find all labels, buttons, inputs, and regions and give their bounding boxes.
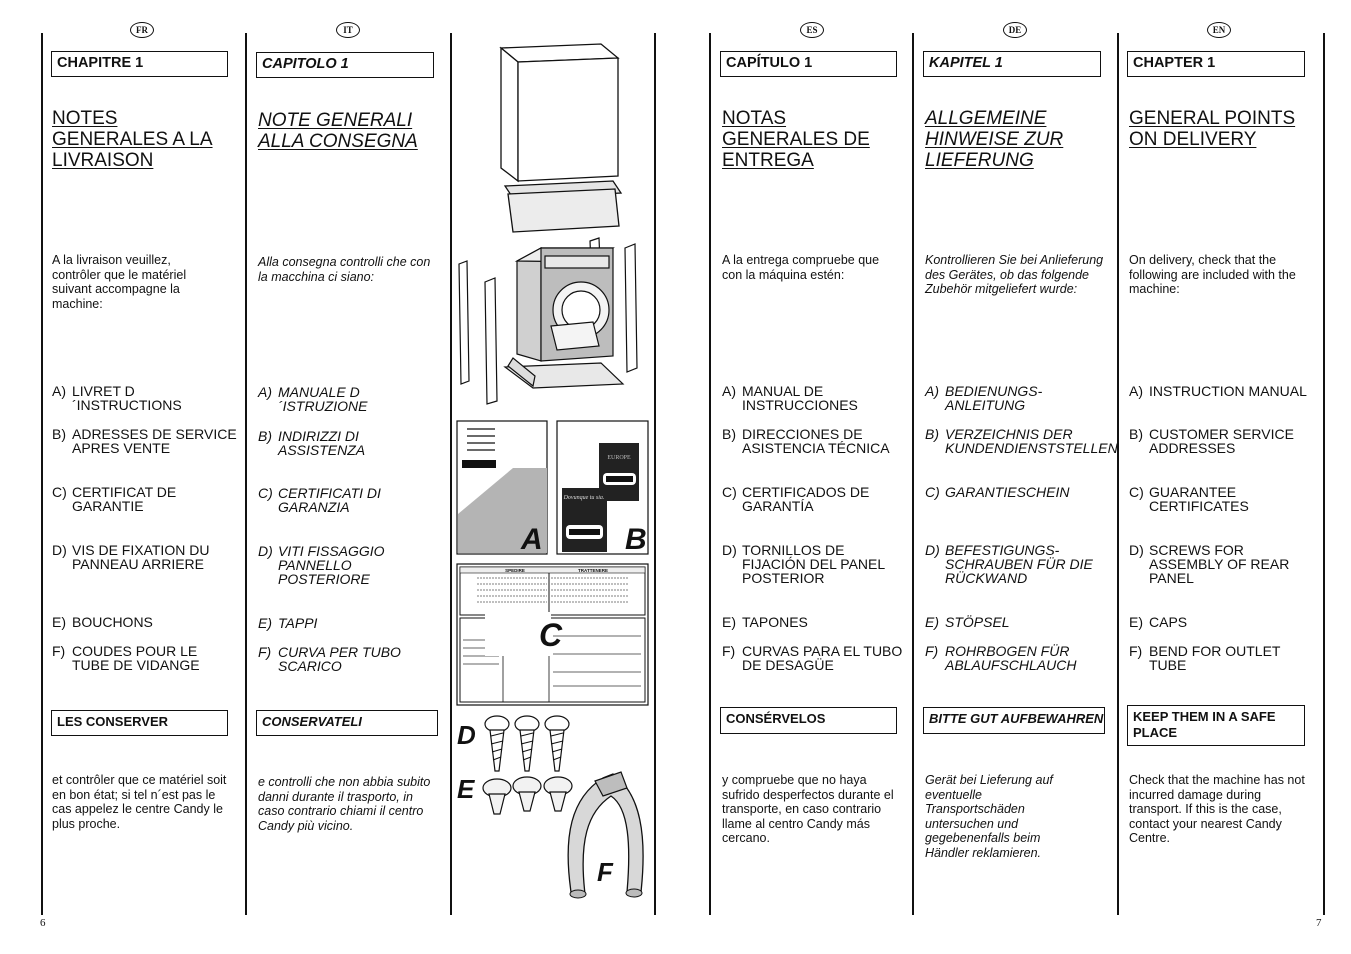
list-item: C) GARANTIESCHEIN xyxy=(925,484,1070,500)
svg-text:TRATTENERE: TRATTENERE xyxy=(578,568,608,573)
chapter-heading: CHAPTER 1 xyxy=(1127,51,1305,77)
svg-text:C: C xyxy=(539,617,563,653)
list-item: A) INSTRUCTION MANUAL xyxy=(1129,383,1307,399)
svg-text:SPEDIRE: SPEDIRE xyxy=(505,568,525,573)
column-rule xyxy=(450,33,452,915)
section-title: ALLGEMEINE HINWEISE ZUR LIEFERUNG xyxy=(925,108,1064,171)
column-rule xyxy=(654,33,656,915)
svg-text:A: A xyxy=(521,523,543,556)
svg-text:B: B xyxy=(625,523,647,556)
list-item: D) BEFESTIGUNGS-SCHRAUBEN FÜR DIE RÜCKWAND xyxy=(925,542,1093,586)
list-item: B) CUSTOMER SERVICE ADDRESSES xyxy=(1129,426,1294,456)
list-item: D) VIS DE FIXATION DU PANNEAU ARRIERE xyxy=(52,542,210,572)
column-rule xyxy=(1117,33,1119,915)
list-item: F) CURVAS PARA EL TUBO DE DESAGÜE xyxy=(722,643,903,673)
intro-text: A la livraison veuillez, contrôler que le matériel suivant accompagne la machine: xyxy=(52,253,187,311)
section-title: GENERAL POINTS ON DELIVERY xyxy=(1129,108,1296,150)
list-item: D) SCREWS FOR ASSEMBLY OF REAR PANEL xyxy=(1129,542,1290,586)
section-title: NOTES GENERALES A LA LIVRAISON xyxy=(52,108,213,171)
list-item: C) GUARANTEE CERTIFICATES xyxy=(1129,484,1249,514)
footer-text: Gerät bei Lieferung auf eventuelle Transportschäden untersuchen und gegebenenfalls beim Händler reklamieren. xyxy=(925,773,1053,860)
intro-text: A la entrega compruebe que con la máquina estén: xyxy=(722,253,880,282)
svg-text:F: F xyxy=(597,857,613,887)
list-item: E) CAPS xyxy=(1129,614,1188,630)
instruction-manual-icon xyxy=(457,421,547,556)
keep-heading: KEEP THEM IN A SAFE PLACE xyxy=(1127,705,1305,746)
column-rule xyxy=(245,33,247,915)
section-title: NOTAS GENERALES DE ENTREGA xyxy=(722,108,870,171)
keep-heading: CONSÉRVELOS xyxy=(720,707,897,734)
language-badge-es: ES xyxy=(800,22,824,38)
list-item: C) CERTIFICADOS DE GARANTÍA xyxy=(722,484,870,514)
svg-text:EUROPE: EUROPE xyxy=(607,455,631,461)
outlet-tube-bend-icon xyxy=(568,772,643,898)
section-title: NOTE GENERALI ALLA CONSEGNA xyxy=(258,110,418,152)
column-rule xyxy=(912,33,914,915)
delivery-contents-illustration xyxy=(453,36,653,916)
list-item: A) MANUAL DE INSTRUCCIONES xyxy=(722,383,858,413)
language-badge-en: EN xyxy=(1207,22,1231,38)
list-item: A) LIVRET D´INSTRUCTIONS xyxy=(52,383,182,413)
page-number-left: 6 xyxy=(40,917,46,929)
column-rule xyxy=(709,33,711,915)
list-item: F) ROHRBOGEN FÜR ABLAUFSCHLAUCH xyxy=(925,643,1077,673)
keep-heading: LES CONSERVER xyxy=(51,710,228,736)
svg-text:E: E xyxy=(457,774,475,804)
list-item: B) ADRESSES DE SERVICE APRES VENTE xyxy=(52,426,237,456)
chapter-heading: CAPÍTULO 1 xyxy=(720,51,897,77)
service-addresses-icon xyxy=(557,421,648,556)
intro-text: On delivery, check that the following are included with the machine: xyxy=(1129,253,1296,296)
chapter-heading: CHAPITRE 1 xyxy=(51,51,228,77)
language-badge-de: DE xyxy=(1003,22,1027,38)
list-item: E) STÖPSEL xyxy=(925,614,1010,630)
packaging-box-icon xyxy=(501,44,621,232)
keep-heading: BITTE GUT AUFBEWAHREN xyxy=(923,707,1105,734)
page-number-right: 7 xyxy=(1316,917,1322,929)
column-rule xyxy=(1323,33,1325,915)
list-item: B) VERZEICHNIS DER KUNDENDIENSTSTELLEN xyxy=(925,426,1118,456)
list-item: E) TAPPI xyxy=(258,615,318,631)
footer-text: et contrôler que ce matériel soit en bon état; si tel n´est pas le cas appelez le centre Candy le plus proche. xyxy=(52,773,227,831)
list-item: A) MANUALE D´ISTRUZIONE xyxy=(258,384,368,414)
column-rule xyxy=(41,33,43,915)
language-badge-it: IT xyxy=(336,22,360,38)
language-badge-fr: FR xyxy=(130,22,154,38)
intro-text: Kontrollieren Sie bei Anlieferung des Gerätes, ob das folgende Zubehör mitgeliefert wurde: xyxy=(925,253,1104,296)
list-item: B) INDIRIZZI DI ASSISTENZA xyxy=(258,428,366,458)
washing-machine-icon xyxy=(505,248,623,388)
list-item: F) BEND FOR OUTLET TUBE xyxy=(1129,643,1281,673)
svg-text:D: D xyxy=(457,720,476,750)
footer-text: y compruebe que no haya sufrido desperfectos durante el transporte, en caso contrario llame al centro Candy más cercano. xyxy=(722,773,894,845)
list-item: F) CURVA PER TUBO SCARICO xyxy=(258,644,401,674)
caps-icon xyxy=(457,774,572,814)
list-item: A) BEDIENUNGS-ANLEITUNG xyxy=(925,383,1043,413)
footer-text: Check that the machine has not incurred damage during transport. If this is the case, contact your nearest Candy Centre. xyxy=(1129,773,1305,845)
list-item: D) TORNILLOS DE FIJACIÓN DEL PANEL POSTERIOR xyxy=(722,542,885,586)
svg-text:Dovunque tu sia.: Dovunque tu sia. xyxy=(563,495,605,501)
intro-text: Alla consegna controlli che con la macchina ci siano: xyxy=(258,255,431,284)
chapter-heading: KAPITEL 1 xyxy=(923,51,1101,77)
footer-text: e controlli che non abbia subito danni durante il trasporto, in caso contrario chiami il centro Candy più vicino. xyxy=(258,775,431,833)
list-item: C) CERTIFICAT DE GARANTIE xyxy=(52,484,177,514)
list-item: E) BOUCHONS xyxy=(52,614,153,630)
list-item: B) DIRECCIONES DE ASISTENCIA TÉCNICA xyxy=(722,426,890,456)
list-item: F) COUDES POUR LE TUBE DE VIDANGE xyxy=(52,643,200,673)
list-item: C) CERTIFICATI DI GARANZIA xyxy=(258,485,381,515)
chapter-heading: CAPITOLO 1 xyxy=(256,52,434,78)
fixing-screws-icon xyxy=(457,716,569,771)
list-item: D) VITI FISSAGGIO PANNELLO POSTERIORE xyxy=(258,543,385,587)
list-item: E) TAPONES xyxy=(722,614,808,630)
guarantee-certificate-icon xyxy=(457,564,648,705)
keep-heading: CONSERVATELI xyxy=(256,710,438,736)
